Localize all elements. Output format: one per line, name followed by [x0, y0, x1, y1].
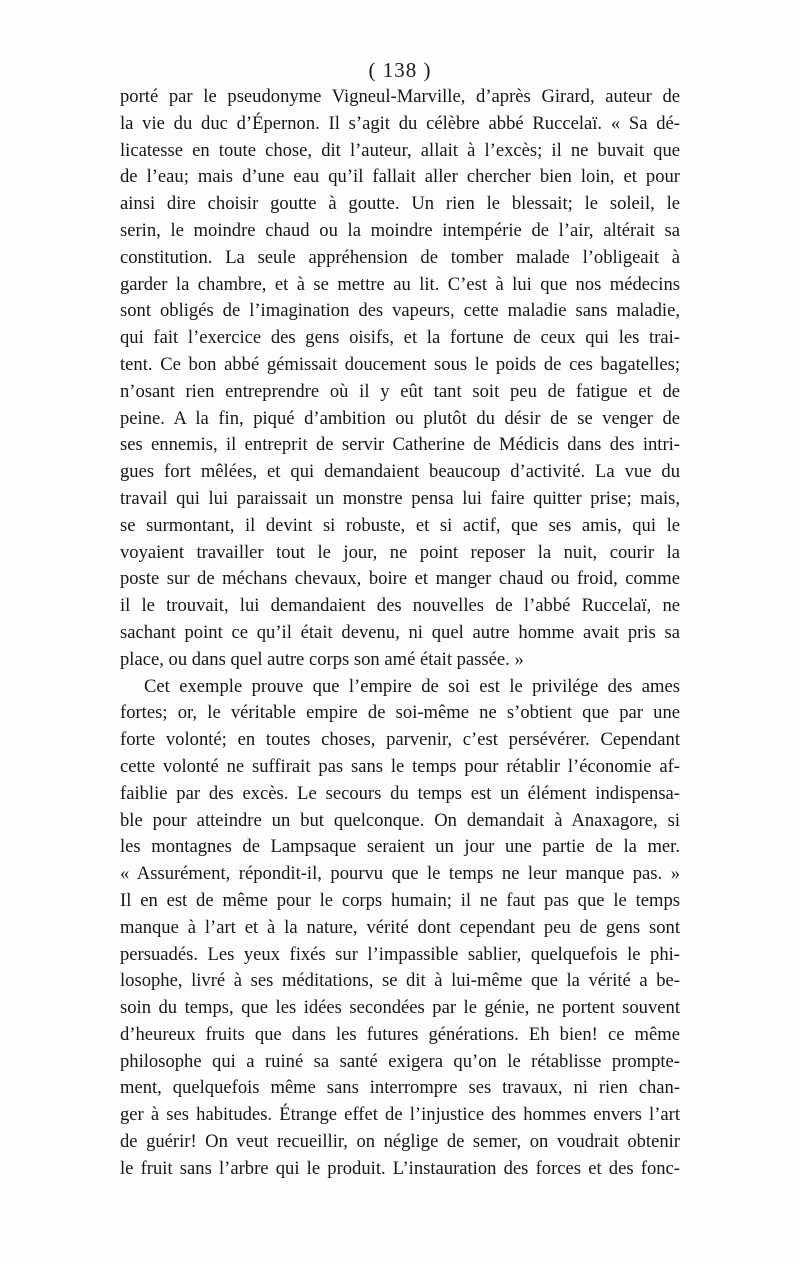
text-line: cette volonté ne suffirait pas sans le temps pour rétablir l’économie af-	[120, 755, 680, 777]
text-line: gues fort mêlées, et qui demandaient beaucoup d’activité. La vue du	[120, 461, 680, 483]
text-line: poste sur de méchans chevaux, boire et manger chaud ou froid, comme	[120, 568, 680, 590]
paragraph-2	[120, 674, 680, 1183]
text-line: ainsi dire choisir goutte à goutte. Un rien le blessait; le soleil, le	[120, 193, 680, 215]
text-line: ses ennemis, il entreprit de servir Catherine de Médicis dans des intri-	[120, 434, 680, 456]
text-line: persuadés. Les yeux fixés sur l’impassible sablier, quelquefois le phi-	[120, 943, 680, 965]
text-line: il le trouvait, lui demandaient des nouvelles de l’abbé Ruccelaï, ne	[120, 595, 680, 617]
text-line: les montagnes de Lampsaque seraient un jour une partie de la mer.	[120, 836, 680, 858]
text-line: sachant point ce qu’il était devenu, ni quel autre homme avait pris sa	[120, 621, 680, 643]
text-line: garder la chambre, et à se mettre au lit. C’est à lui que nos médecins	[120, 273, 680, 295]
text-line: philosophe qui a ruiné sa santé exigera qu’on le rétablisse prompte-	[120, 1050, 680, 1072]
text-line: constitution. La seule appréhension de tomber malade l’obligeait à	[120, 246, 680, 268]
text-line: n’osant rien entreprendre où il y eût tant soit peu de fatigue et de	[120, 380, 680, 402]
text-line: faiblie par des excès. Le secours du temps est un élément indispensa-	[120, 782, 680, 804]
body-text	[120, 84, 680, 1183]
text-line: Cet exemple prouve que l’empire de soi est le privilége des ames	[144, 675, 680, 697]
text-line: place, ou dans quel autre corps son amé était passée. »	[120, 648, 524, 670]
text-line: ment, quelquefois même sans interrompre ses travaux, ni rien chan-	[120, 1077, 680, 1099]
text-line: licatesse en toute chose, dit l’auteur, allait à l’excès; il ne buvait que	[120, 139, 680, 161]
text-line: ger à ses habitudes. Étrange effet de l’injustice des hommes envers l’art	[120, 1104, 680, 1126]
text-line: travail qui lui paraissait un monstre pensa lui faire quitter prise; mais,	[120, 487, 680, 509]
text-line: de guérir! On veut recueillir, on néglige de semer, on voudrait obtenir	[120, 1131, 680, 1153]
text-line: d’heureux fruits que dans les futures générations. Eh bien! ce même	[120, 1023, 680, 1045]
text-line: Il en est de même pour le corps humain; il ne faut pas que le temps	[120, 889, 680, 911]
text-line: qui fait l’exercice des gens oisifs, et la fortune de ceux qui les trai-	[120, 327, 680, 349]
text-line: soin du temps, que les idées secondées par le génie, ne portent souvent	[120, 997, 680, 1019]
text-line: serin, le moindre chaud ou la moindre intempérie de l’air, altérait sa	[120, 219, 680, 241]
text-line: manque à l’art et à la nature, vérité dont cependant peu de gens sont	[120, 916, 680, 938]
text-line: la vie du duc d’Épernon. Il s’agit du célèbre abbé Ruccelaï. « Sa dé-	[120, 112, 680, 134]
text-line: de l’eau; mais d’une eau qu’il fallait aller chercher bien loin, et pour	[120, 166, 680, 188]
page-number: ( 138 )	[368, 58, 432, 82]
text-line: peine. A la fin, piqué d’ambition ou plutôt du désir de se venger de	[120, 407, 680, 429]
text-line: « Assurément, répondit-il, pourvu que le temps ne leur manque pas. »	[120, 863, 680, 885]
text-line: tent. Ce bon abbé gémissait doucement sous le poids de ces bagatelles;	[120, 353, 680, 375]
text-line: forte volonté; en toutes choses, parvenir, c’est persévérer. Cependant	[120, 729, 680, 751]
text-line: sont obligés de l’imagination des vapeurs, cette maladie sans maladie,	[120, 300, 680, 322]
text-line: voyaient travailler tout le jour, ne point reposer la nuit, courir la	[120, 541, 680, 563]
text-line: ble pour atteindre un but quelconque. On demandait à Anaxagore, si	[120, 809, 680, 831]
text-line: le fruit sans l’arbre qui le produit. L’instauration des forces et des fonc-	[120, 1157, 680, 1179]
paragraph-1	[120, 84, 680, 674]
text-line: se surmontant, il devint si robuste, et si actif, que ses amis, qui le	[120, 514, 680, 536]
text-line: losophe, livré à ses méditations, se dit à lui-même que la vérité a be-	[120, 970, 680, 992]
text-line: fortes; or, le véritable empire de soi-même ne s’obtient que par une	[120, 702, 680, 724]
text-line: porté par le pseudonyme Vigneul-Marville, d’après Girard, auteur de	[120, 86, 680, 107]
